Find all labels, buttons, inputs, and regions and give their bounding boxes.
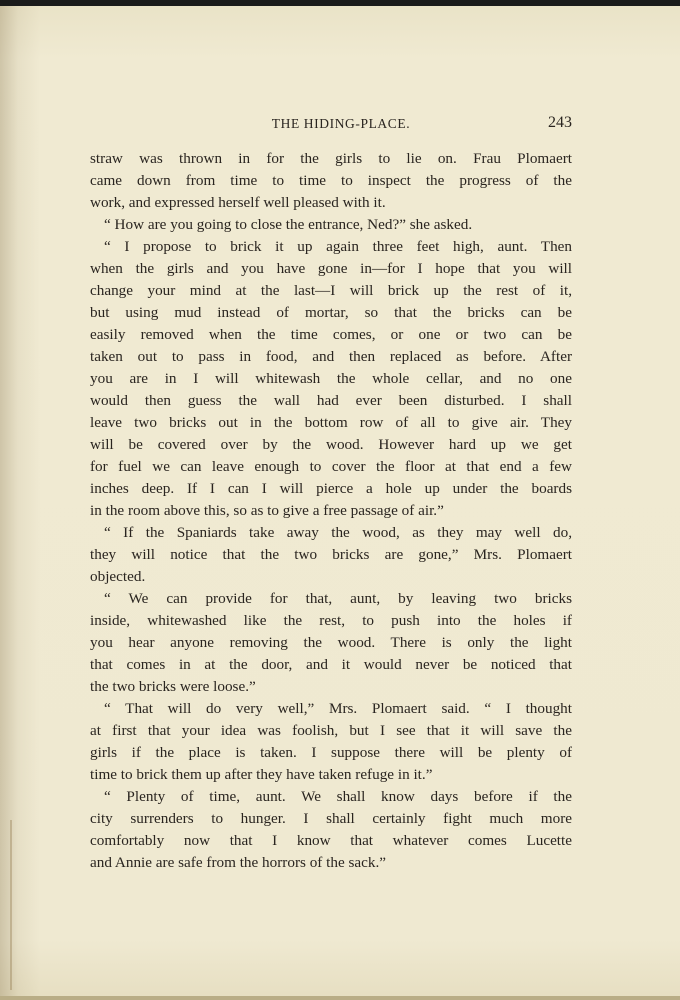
text-line: would then guess the wall had ever been disturbed. I shall [90,392,572,409]
text-line: girls if the place is taken. I suppose there will be plenty of [90,744,572,761]
text-line: you are in I will whitewash the whole cellar, and no one [90,370,572,387]
text-line: change your mind at the last—I will brick up the rest of it, [90,282,572,299]
page-header [90,114,572,136]
text-line: “ That will do very well,” Mrs. Plomaert said. “ I thought [104,700,572,717]
text-line: work, and expressed herself well pleased with it. [90,194,386,211]
text-line: comfortably now that I know that whatever comes Lucette [90,832,572,849]
text-line: “ We can provide for that, aunt, by leaving two bricks [104,590,572,607]
body-text [90,148,572,874]
text-line: will be covered over by the wood. However hard up we get [90,436,572,453]
text-line: objected. [90,568,146,585]
text-line: city surrenders to hunger. I shall certainly fight much more [90,810,572,827]
text-line: you hear anyone removing the wood. There is only the light [90,634,572,651]
text-line: inches deep. If I can I will pierce a hole up under the boards [90,480,572,497]
text-line: but using mud instead of mortar, so that the bricks can be [90,304,572,321]
text-line: “ Plenty of time, aunt. We shall know days before if the [104,788,572,805]
text-line: inside, whitewashed like the rest, to push into the holes if [90,612,572,629]
text-line: for fuel we can leave enough to cover the floor at that end a few [90,458,572,475]
text-line: and Annie are safe from the horrors of the sack.” [90,854,387,871]
text-line: that comes in at the door, and it would never be noticed that [90,656,572,673]
running-head: THE HIDING-PLACE. [271,116,411,131]
text-line: when the girls and you have gone in—for I hope that you will [90,260,572,277]
text-line: at first that your idea was foolish, but I see that it will save the [90,722,572,739]
text-line: time to brick them up after they have taken refuge in it.” [90,766,433,783]
text-line: easily removed when the time comes, or one or two can be [90,326,572,343]
binding-shadow [10,820,12,990]
text-line: “ If the Spaniards take away the wood, as they may well do, [104,524,572,541]
page-number: 243 [548,114,572,131]
scan-top-edge [0,0,680,6]
text-line: “ How are you going to close the entrance, Ned?” she asked. [104,216,473,233]
text-line: “ I propose to brick it up again three feet high, aunt. Then [104,238,572,255]
text-line: they will notice that the two bricks are gone,” Mrs. Plomaert [90,546,572,563]
scan-bottom-edge [0,996,680,1000]
text-line: the two bricks were loose.” [90,678,256,695]
text-line: straw was thrown in for the girls to lie on. Frau Plomaert [90,150,572,167]
text-line: taken out to pass in food, and then replaced as before. After [90,348,572,365]
text-line: in the room above this, so as to give a free passage of air.” [90,502,444,519]
text-line: leave two bricks out in the bottom row of all to give air. They [90,414,572,431]
text-line: came down from time to time to inspect the progress of the [90,172,572,189]
